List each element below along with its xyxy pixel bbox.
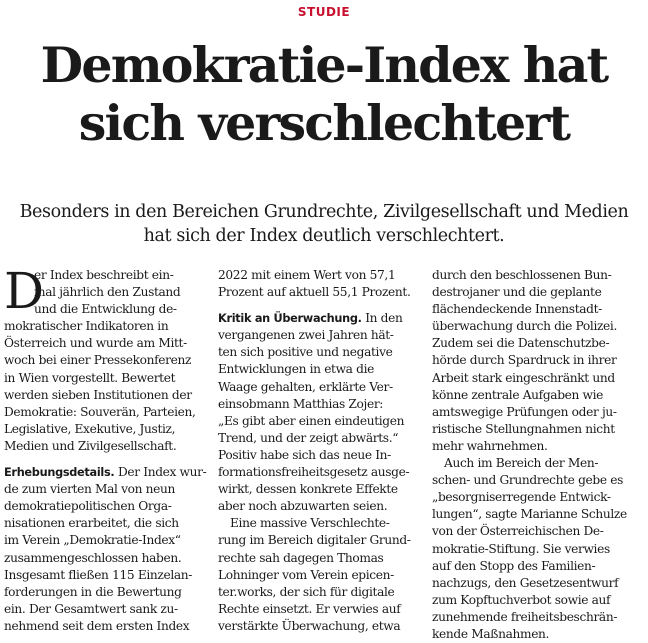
text-line: überwachung durch die Polizei. [432, 319, 617, 334]
text-line: ter.works, der sich für digitale [218, 584, 395, 599]
article-column-3 [432, 267, 628, 643]
text-line: Lohninger vom Verein epicen- [218, 567, 394, 582]
text-line: de zum vierten Mal von neun [4, 482, 176, 497]
text-line: in Wien vorgestellt. Bewertet [4, 370, 176, 385]
text-line: ristische Stellungnahmen nicht [432, 421, 615, 436]
lead-line: hat sich der Index deutlich verschlechtert. [143, 226, 505, 246]
text-line: verstärkte Überwachung, etwa [218, 618, 401, 633]
text-line: Insgesamt fließen 115 Einzelan- [4, 567, 193, 582]
article-column-2 [218, 267, 414, 635]
text-line: ten sich positive und negative [218, 345, 393, 360]
text-line: Zudem sei die Datenschutzbe- [432, 336, 610, 351]
text-line: amtswegige Prüfungen oder ju- [432, 404, 617, 419]
text-line: durch den beschlossenen Bun- [432, 268, 612, 282]
text-line: Legislative, Exekutive, Justiz, [4, 421, 176, 436]
text-line: auf den Stopp des Familien- [432, 558, 596, 573]
text-line: nachzugs, den Gesetzesentwurf [432, 575, 619, 590]
text-line: Entwicklungen in etwa die [218, 362, 374, 377]
text-line: Medien und Zivilgesellschaft. [4, 438, 177, 453]
text-line: kende Maßnahmen. [432, 626, 550, 641]
text-line: zunehmende freiheitsbeschrän- [432, 609, 618, 624]
paragraph [432, 455, 628, 643]
text-line [4, 464, 207, 481]
paragraph [218, 515, 414, 635]
text-line: demokratiepolitischen Orga- [4, 499, 172, 514]
text-line: Österreich und wurde am Mitt- [4, 336, 187, 351]
text-line: nisationen erarbeitet, die sich [4, 516, 179, 531]
drop-cap: D [4, 262, 44, 320]
paragraph [218, 267, 414, 301]
headline-line: Demokratie-Index hat [40, 36, 608, 94]
text-line: „besorgniserregende Entwick- [432, 490, 611, 505]
lead-line: Besonders in den Bereichen Grundrechte, Zivilgesellschaft und Medien [19, 202, 629, 222]
text-line: zusammengeschlossen haben. [4, 550, 182, 565]
lead-paragraph [0, 200, 648, 248]
text-line: vergangenen zwei Jahren hät- [218, 328, 394, 343]
text-line: mehr wahrnehmen. [432, 438, 548, 453]
headline [0, 36, 648, 152]
text-line: im Verein „Demokratie-Index“ [4, 533, 181, 548]
headline-line: sich verschlechtert [78, 94, 570, 152]
text-line: er Index beschreibt ein- [34, 268, 174, 282]
text-line: mokratischer Indikatoren in [4, 319, 169, 334]
text-line: forderungen in die Bewertung [4, 584, 182, 599]
paragraph [4, 464, 207, 635]
text-line: Positiv habe sich das neue In- [218, 447, 391, 462]
text-line: mokratie-Stiftung. Sie verwies [432, 541, 610, 556]
text-line: Waage gehalten, erklärte Ver- [218, 379, 393, 394]
text-line: aber noch abzuwarten seien. [218, 499, 388, 514]
text-line: ein. Der Gesamtwert sank zu- [4, 601, 178, 616]
paragraph [218, 310, 414, 515]
text-fragment: In den [361, 311, 403, 326]
subheading: Erhebungsdetails. [4, 466, 115, 480]
text-line: könne zentrale Aufgaben wie [432, 387, 604, 402]
text-line: werden sieben Institutionen der [4, 387, 192, 402]
text-line: Rechte einsetzt. Er verwies auf [218, 601, 401, 616]
text-line: mal jährlich den Zustand [34, 285, 181, 300]
text-fragment: Der Index wur- [114, 465, 207, 480]
text-line: „Es gibt aber einen eindeutigen [218, 413, 405, 428]
article-column-1 [4, 262, 207, 635]
text-line: flächendeckende Innenstadt- [432, 302, 602, 317]
text-line: Arbeit stark eingeschränkt und [432, 370, 615, 385]
text-line: schen- und Grundrechte gebe es [432, 473, 623, 488]
text-line: Auch im Bereich der Men- [444, 456, 599, 471]
text-line: Trend, und der zeigt abwärts.“ [218, 430, 399, 445]
text-line: und die Entwicklung de- [34, 302, 177, 317]
text-line [218, 310, 414, 327]
text-line: destrojaner und die geplante [432, 285, 602, 300]
text-line: formationsfreiheitsgesetz ausge- [218, 465, 410, 480]
text-line: von der Österreichischen De- [432, 524, 604, 539]
text-line: einsobmann Matthias Zojer: [218, 396, 384, 411]
text-line: hörde durch Spardruck in ihrer [432, 353, 617, 368]
text-line: Demokratie: Souverän, Parteien, [4, 404, 196, 419]
text-line: Prozent auf aktuell 55,1 Prozent. [218, 285, 411, 300]
text-line: lungen“, sagte Marianne Schulze [432, 507, 627, 522]
paragraph [432, 267, 628, 455]
text-line: rechte sah dagegen Thomas [218, 550, 384, 565]
text-line: wirkt, dessen konkrete Effekte [218, 482, 398, 497]
section-kicker: STUDIE [297, 5, 351, 19]
intro-paragraph [4, 262, 200, 455]
text-line: Eine massive Verschlechte- [230, 516, 390, 531]
text-line: 2022 mit einem Wert von 57,1 [218, 268, 396, 282]
text-line: rung im Bereich digitaler Grund- [218, 533, 411, 548]
text-line: nehmend seit dem ersten Index [4, 618, 190, 633]
subheading: Kritik an Überwachung. [218, 312, 362, 326]
text-line: zum Kopftuchverbot sowie auf [432, 592, 611, 607]
text-line: woch bei einer Pressekonferenz [4, 353, 192, 368]
